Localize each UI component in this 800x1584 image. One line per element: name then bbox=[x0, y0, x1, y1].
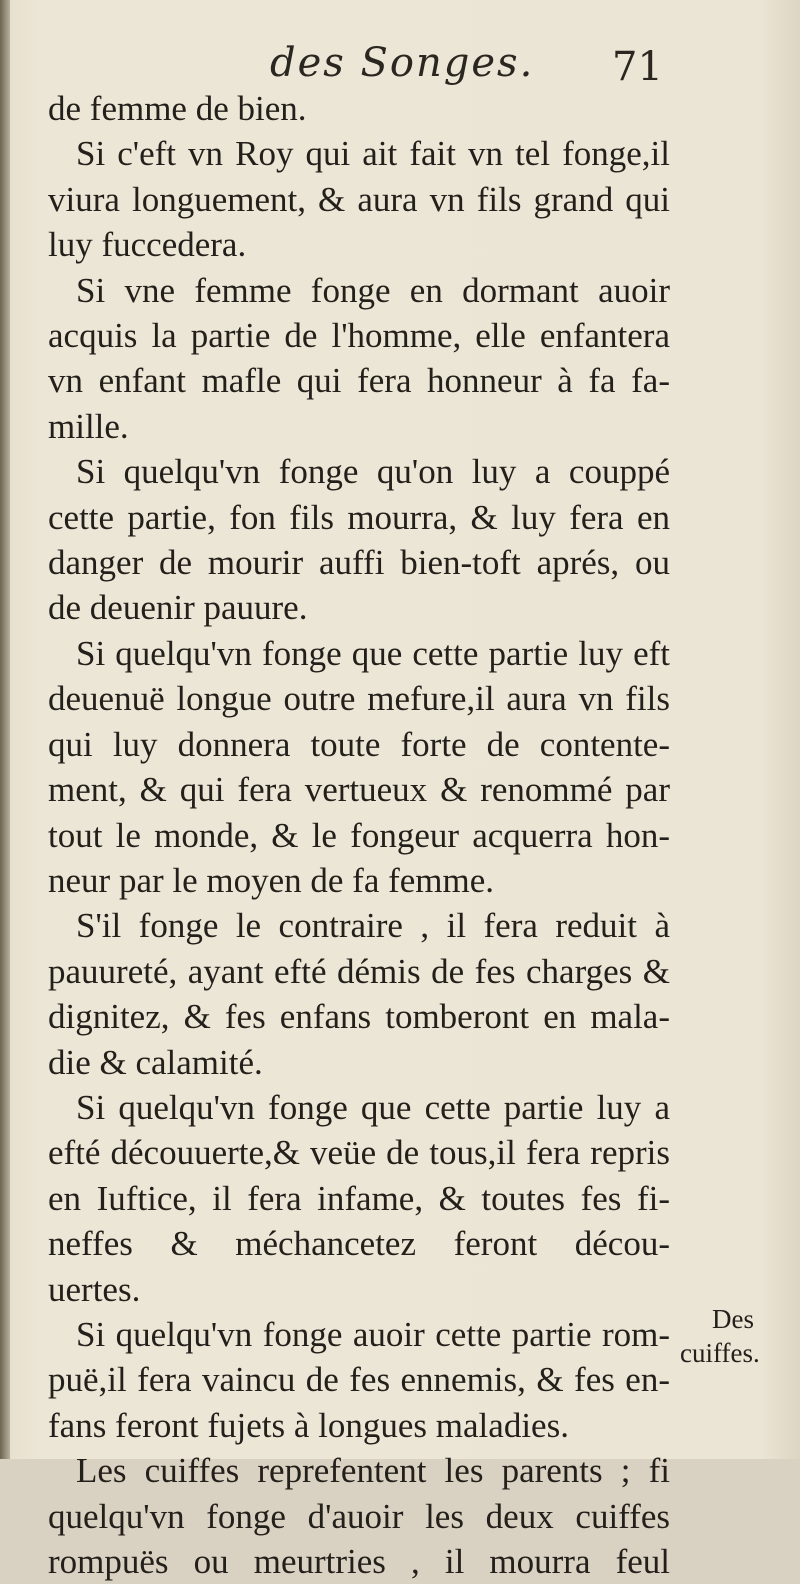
text-line: Si vne femme fonge en dormant auoir bbox=[76, 270, 670, 310]
text-line: die & calamité. bbox=[48, 1042, 263, 1082]
text-line: qui luy donnera toute forte de contente- bbox=[48, 724, 670, 764]
text-line: acquis la partie de l'homme, elle enfantera bbox=[48, 316, 670, 356]
text-line: neur par le moyen de fa femme. bbox=[48, 860, 495, 900]
text-line: Si quelqu'vn fonge que cette partie luy a bbox=[76, 1087, 670, 1127]
text-line: ment, & qui fera vertueux & renommé par bbox=[48, 770, 670, 810]
text-line: uertes. bbox=[48, 1269, 141, 1309]
text-line: puë,il fera vaincu de fes ennemis, & fes en- bbox=[48, 1360, 670, 1400]
text-line: dignitez, & fes enfans tomberont en mala- bbox=[48, 997, 670, 1037]
text-line: S'il fonge le contraire , il fera reduit à bbox=[76, 906, 670, 946]
text-line: Si quelqu'vn fonge qu'on luy a couppé bbox=[76, 452, 670, 492]
margin-note-line-2: cuiffes. bbox=[680, 1338, 760, 1368]
margin-note bbox=[680, 1302, 798, 1370]
text-line: en Iuftice, il fera infame, & toutes fes fi- bbox=[48, 1178, 670, 1218]
text-line: danger de mourir auffi bien-toft aprés, ou bbox=[48, 543, 670, 583]
body-text bbox=[48, 86, 670, 1584]
text-line: viura longuement, & aura vn fils grand qui bbox=[48, 179, 670, 219]
text-line: mille. bbox=[48, 406, 129, 446]
book-spine-shadow bbox=[0, 0, 10, 1459]
text-line: Si c'eft vn Roy qui ait fait vn tel fonge,il bbox=[76, 134, 670, 174]
text-line: efté découuerte,& veüe de tous,il fera repris bbox=[48, 1133, 670, 1173]
text-line: neffes & méchancetez feront décou- bbox=[48, 1224, 670, 1264]
running-title: des Songes. bbox=[270, 40, 535, 86]
page-number: 71 bbox=[612, 44, 663, 90]
text-line: vn enfant mafle qui fera honneur à fa fa- bbox=[48, 361, 670, 401]
text-line: Si quelqu'vn fonge auoir cette partie rom- bbox=[76, 1314, 670, 1354]
text-line: deuenuë longue outre mefure,il aura vn fils bbox=[48, 679, 670, 719]
text-line: fans feront fujets à longues maladies. bbox=[48, 1405, 569, 1445]
margin-note-line-1: Des bbox=[712, 1304, 754, 1334]
text-line: quelqu'vn fonge d'auoir les deux cuiffes bbox=[48, 1496, 670, 1536]
text-line: Si quelqu'vn fonge que cette partie luy eft bbox=[76, 633, 670, 673]
text-line: luy fuccedera. bbox=[48, 225, 247, 265]
text-line: de femme de bien. bbox=[48, 89, 307, 128]
text-line: cette partie, fon fils mourra, & luy fera en bbox=[48, 497, 670, 537]
text-line: pauureté, ayant efté démis de fes charges & bbox=[48, 951, 670, 991]
text-line: tout le monde, & le fongeur acquerra hon- bbox=[48, 815, 670, 855]
text-line: de deuenir pauure. bbox=[48, 588, 308, 628]
text-line: rompuës ou meurtries , il mourra feul bbox=[48, 1542, 670, 1581]
text-line: Les cuiffes reprefentent les parents ; fi bbox=[76, 1451, 670, 1491]
